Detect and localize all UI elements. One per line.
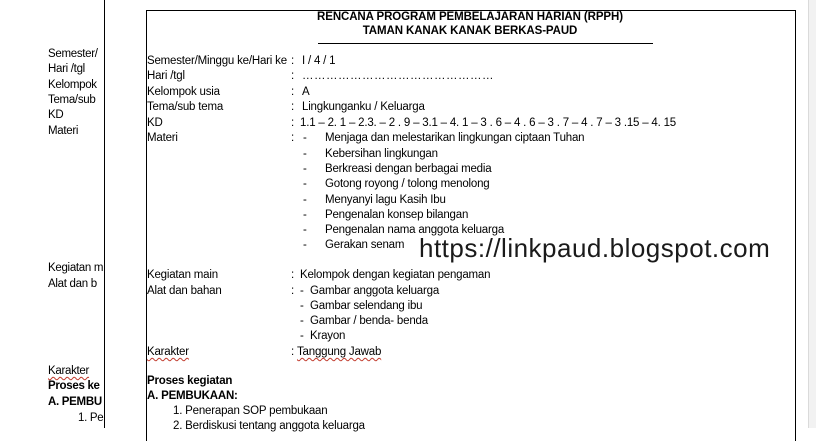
materi-bullet: - — [303, 163, 307, 175]
materi-item: Kebersihan lingkungan — [325, 148, 438, 160]
pembukaan-heading: A. PEMBUKAAN: — [147, 390, 238, 402]
document-title: RENCANA PROGRAM PEMBELAJARAN HARIAN (RPPH) — [317, 11, 623, 23]
label-semester: Semester/Minggu ke/Hari ke — [147, 55, 287, 67]
value-kelompok: A — [302, 86, 310, 98]
vertical-scrollbar[interactable] — [808, 0, 816, 428]
materi-bullet: - — [303, 209, 307, 221]
left-line-alat: Alat dan b — [48, 278, 97, 290]
left-line-karakter: Karakter — [48, 365, 90, 377]
left-line-kd: KD — [48, 109, 64, 121]
label-materi: Materi — [147, 132, 178, 144]
value-tema: Lingkunganku / Keluarga — [302, 101, 425, 113]
document-subtitle: TAMAN KANAK KANAK BERKAS-PAUD — [362, 25, 578, 37]
watermark-url: https://linkpaud.blogspot.com — [419, 233, 771, 263]
sep-kegiatan: : — [291, 269, 294, 281]
materi-bullet: - — [303, 224, 307, 236]
alat-bullet: - — [300, 300, 304, 312]
left-line-tema: Tema/sub — [48, 94, 96, 106]
label-karakter: Karakter — [147, 346, 189, 358]
left-line-kelompok: Kelompok — [48, 79, 97, 91]
alat-item: Krayon — [310, 330, 346, 342]
left-page-edge — [104, 0, 105, 428]
sep-alat: : — [291, 285, 294, 297]
value-kegiatan: Kelompok dengan kegiatan pengaman — [300, 269, 491, 281]
pembukaan-item: 1. Penerapan SOP pembukaan — [173, 405, 328, 417]
sep-kelompok: : — [291, 86, 294, 98]
materi-bullet: - — [303, 239, 307, 251]
alat-item: Gambar selendang ibu — [310, 300, 423, 312]
sep-semester: : — [291, 55, 294, 67]
value-karakter: Tanggung Jawab — [297, 346, 382, 358]
sep-karakter: : — [291, 346, 294, 358]
materi-item: Pengenalan nama anggota keluarga — [325, 224, 505, 236]
materi-item: Menjaga dan melestarikan lingkungan ciptaan Tuhan — [325, 132, 585, 144]
value-semester: I / 4 / 1 — [302, 55, 336, 67]
sep-tema: : — [291, 101, 294, 113]
materi-bullet: - — [303, 178, 307, 190]
label-kelompok: Kelompok usia — [147, 86, 220, 98]
sep-materi: : — [291, 132, 294, 144]
left-line-materi: Materi — [48, 125, 79, 137]
materi-bullet: - — [303, 194, 307, 206]
label-tema: Tema/sub tema — [147, 101, 224, 113]
left-line-kegiatan: Kegiatan m — [48, 262, 104, 274]
materi-bullet: - — [303, 148, 307, 160]
title-underline — [318, 43, 653, 44]
label-kegiatan: Kegiatan main — [147, 269, 218, 281]
materi-item: Gerakan senam — [325, 239, 405, 251]
label-alat: Alat dan bahan — [147, 285, 222, 297]
alat-item: Gambar anggota keluarga — [310, 285, 440, 297]
label-kd: KD — [147, 117, 163, 129]
alat-bullet: - — [300, 330, 304, 342]
left-line-proses: Proses ke — [48, 380, 100, 392]
proses-heading: Proses kegiatan — [147, 375, 233, 387]
value-kd: 1.1 – 2. 1 – 2.3. – 2 . 9 – 3.1 – 4. 1 – 3 . 6 – 4 . 6 – 3 . 7 – 4 . 7 – 3 .15 – 4. 15 — [300, 117, 677, 129]
value-hari: ………………………………………… — [302, 70, 494, 82]
alat-bullet: - — [300, 285, 304, 297]
left-line-item1: 1. Pe — [78, 412, 104, 424]
left-line-pembukaan: A. PEMBU — [48, 396, 102, 408]
materi-item: Menyanyi lagu Kasih Ibu — [325, 194, 446, 206]
label-hari: Hari /tgl — [147, 70, 185, 82]
alat-item: Gambar / benda- benda — [310, 315, 428, 327]
materi-item: Gotong royong / tolong menolong — [325, 178, 490, 190]
sep-kd: : — [291, 117, 294, 129]
pembukaan-item: 2. Berdiskusi tentang anggota keluarga — [173, 420, 365, 432]
sep-hari: : — [291, 70, 294, 82]
left-line-semester: Semester/ — [48, 48, 98, 60]
left-page-text-clip — [48, 0, 104, 428]
materi-bullet: - — [303, 132, 307, 144]
materi-item: Pengenalan konsep bilangan — [325, 209, 469, 221]
alat-bullet: - — [300, 315, 304, 327]
materi-item: Berkreasi dengan berbagai media — [325, 163, 492, 175]
left-line-hari: Hari /tgl — [48, 63, 85, 75]
